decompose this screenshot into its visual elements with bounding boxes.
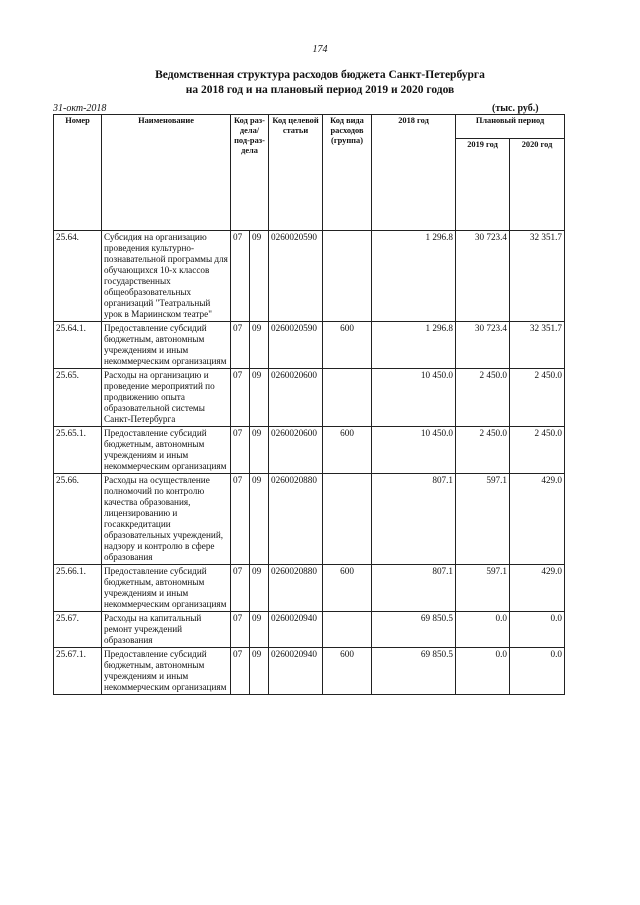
- table-row: [54, 565, 565, 612]
- row-value-2019: 0.0: [456, 648, 510, 695]
- table-row: [54, 231, 565, 322]
- row-value-2018: 1 296.8: [372, 231, 456, 322]
- row-subsection: 09: [250, 231, 269, 322]
- table-body: [54, 231, 565, 695]
- row-number: 25.66.1.: [54, 565, 102, 612]
- document-title: [0, 68, 640, 98]
- table-row: [54, 648, 565, 695]
- header-kind: Код вида расходов (группа): [323, 115, 372, 231]
- row-name: Предоставление субсидий бюджетным, автономным учреждениям и иным некоммерческим организациям: [102, 427, 231, 474]
- row-value-2020: 429.0: [510, 565, 565, 612]
- header-2018: 2018 год: [372, 115, 456, 231]
- row-value-2020: 32 351.7: [510, 231, 565, 322]
- row-section: 07: [231, 565, 250, 612]
- header-row: [54, 115, 565, 139]
- row-value-2018: 69 850.5: [372, 648, 456, 695]
- title-line-2: на 2018 год и на плановый период 2019 и 2020 годов: [185, 84, 455, 96]
- row-subsection: 09: [250, 612, 269, 648]
- row-section: 07: [231, 474, 250, 565]
- row-value-2018: 807.1: [372, 474, 456, 565]
- row-value-2019: 30 723.4: [456, 322, 510, 369]
- row-section: 07: [231, 648, 250, 695]
- row-value-2020: 429.0: [510, 474, 565, 565]
- header-section: Код раз-дела/ под-раз-дела: [231, 115, 269, 231]
- row-value-2019: 30 723.4: [456, 231, 510, 322]
- row-article: 0260020940: [269, 612, 323, 648]
- row-value-2018: 69 850.5: [372, 612, 456, 648]
- row-name: Предоставление субсидий бюджетным, автономным учреждениям и иным некоммерческим организациям: [102, 648, 231, 695]
- header-plan-period: Плановый период: [456, 115, 565, 139]
- row-value-2018: 10 450.0: [372, 369, 456, 427]
- row-value-2020: 0.0: [510, 612, 565, 648]
- row-number: 25.67.: [54, 612, 102, 648]
- row-name: Субсидия на организацию проведения культурно-познавательной программы для обучающихся 10-х классов государственных общеобразовательных организаций "Театральный урок в Мариинском театре": [102, 231, 231, 322]
- header-2020: 2020 год: [510, 139, 565, 231]
- row-section: 07: [231, 231, 250, 322]
- row-section: 07: [231, 612, 250, 648]
- row-section: 07: [231, 369, 250, 427]
- table-row: [54, 322, 565, 369]
- row-section: 07: [231, 427, 250, 474]
- row-value-2019: 0.0: [456, 612, 510, 648]
- row-number: 25.67.1.: [54, 648, 102, 695]
- row-number: 25.65.: [54, 369, 102, 427]
- row-number: 25.64.1.: [54, 322, 102, 369]
- row-subsection: 09: [250, 369, 269, 427]
- table-row: [54, 369, 565, 427]
- row-kind: [323, 612, 372, 648]
- row-name: Расходы на капитальный ремонт учреждений образования: [102, 612, 231, 648]
- table-row: [54, 474, 565, 565]
- row-value-2020: 2 450.0: [510, 427, 565, 474]
- row-article: 0260020880: [269, 565, 323, 612]
- row-article: 0260020590: [269, 231, 323, 322]
- header-name: Наименование: [102, 115, 231, 231]
- row-value-2018: 10 450.0: [372, 427, 456, 474]
- header-article: Код целевой статьи: [269, 115, 323, 231]
- row-subsection: 09: [250, 565, 269, 612]
- row-value-2019: 2 450.0: [456, 369, 510, 427]
- row-article: 0260020880: [269, 474, 323, 565]
- row-name: Предоставление субсидий бюджетным, автономным учреждениям и иным некоммерческим организациям: [102, 322, 231, 369]
- units-label: (тыс. руб.): [492, 103, 539, 114]
- row-name: Расходы на осуществление полномочий по контролю качества образования, лицензированию и госаккредитации образовательных учреждений, надзору и контролю в сфере образования: [102, 474, 231, 565]
- header-2019: 2019 год: [456, 139, 510, 231]
- row-subsection: 09: [250, 427, 269, 474]
- row-value-2018: 1 296.8: [372, 322, 456, 369]
- table-row: [54, 612, 565, 648]
- row-article: 0260020600: [269, 427, 323, 474]
- row-kind: [323, 231, 372, 322]
- row-value-2019: 597.1: [456, 565, 510, 612]
- title-line-1: Ведомственная структура расходов бюджета Санкт-Петербурга: [155, 69, 485, 81]
- row-value-2019: 597.1: [456, 474, 510, 565]
- table-row: [54, 427, 565, 474]
- row-kind: 600: [323, 322, 372, 369]
- row-number: 25.65.1.: [54, 427, 102, 474]
- row-subsection: 09: [250, 648, 269, 695]
- row-article: 0260020590: [269, 322, 323, 369]
- row-value-2018: 807.1: [372, 565, 456, 612]
- row-value-2020: 0.0: [510, 648, 565, 695]
- row-number: 25.66.: [54, 474, 102, 565]
- row-value-2019: 2 450.0: [456, 427, 510, 474]
- header-number: Номер: [54, 115, 102, 231]
- row-number: 25.64.: [54, 231, 102, 322]
- budget-table: [53, 114, 565, 695]
- row-article: 0260020940: [269, 648, 323, 695]
- row-value-2020: 32 351.7: [510, 322, 565, 369]
- row-kind: 600: [323, 648, 372, 695]
- row-article: 0260020600: [269, 369, 323, 427]
- row-kind: [323, 369, 372, 427]
- row-name: Расходы на организацию и проведение мероприятий по продвижению опыта образовательной системы Санкт-Петербурга: [102, 369, 231, 427]
- row-kind: [323, 474, 372, 565]
- page-number: 174: [312, 44, 328, 55]
- row-value-2020: 2 450.0: [510, 369, 565, 427]
- row-name: Предоставление субсидий бюджетным, автономным учреждениям и иным некоммерческим организациям: [102, 565, 231, 612]
- row-subsection: 09: [250, 474, 269, 565]
- row-kind: 600: [323, 427, 372, 474]
- row-kind: 600: [323, 565, 372, 612]
- row-subsection: 09: [250, 322, 269, 369]
- row-section: 07: [231, 322, 250, 369]
- document-date: 31-окт-2018: [53, 103, 107, 114]
